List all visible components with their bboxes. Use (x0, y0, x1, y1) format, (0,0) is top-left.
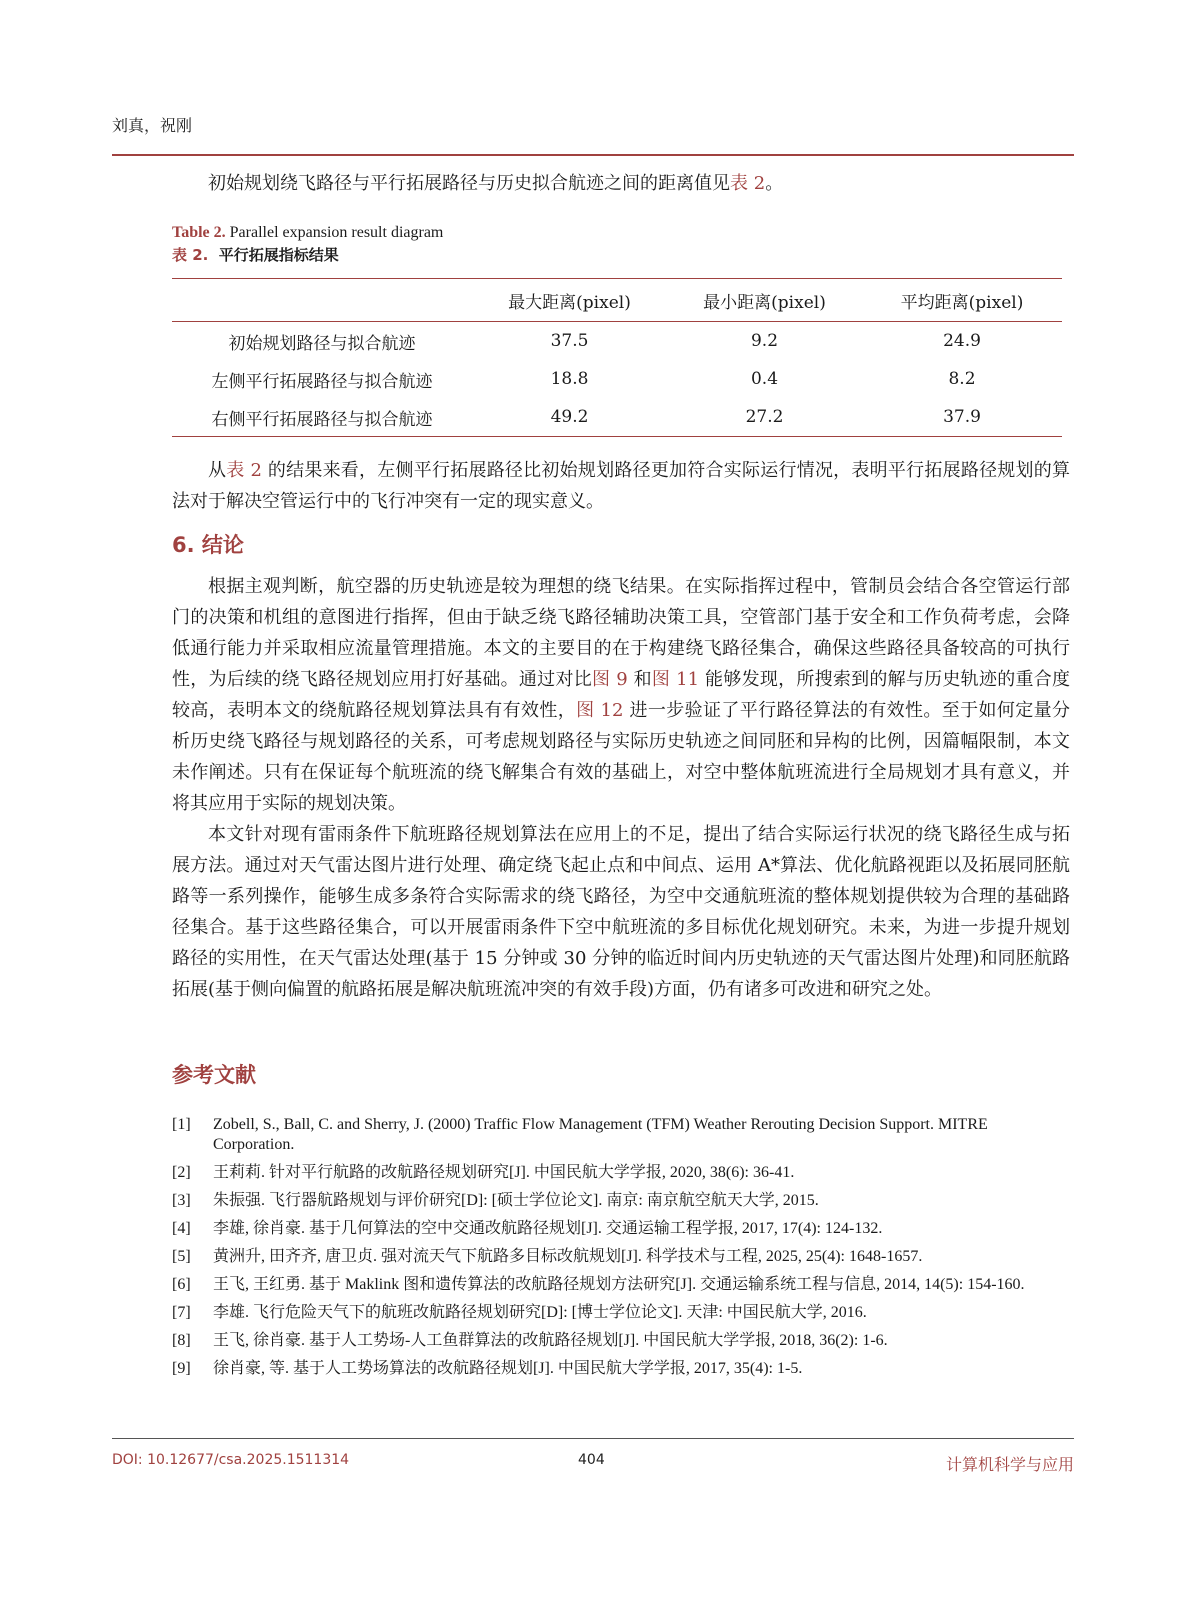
table-cell: 0.4 (750, 369, 779, 389)
reference-item (172, 1115, 1072, 1155)
result-text-rest: 的结果来看，左侧平行拓展路径比初始规划路径更加符合实际运行情况，表明平行拓展路径规划的算法对于解决空管运行中的飞行冲突有一定的现实意义。 (172, 460, 1071, 512)
page-number: 404 (578, 1452, 605, 1468)
result-paragraph (172, 455, 1070, 517)
table-cell: 24.9 (943, 331, 981, 351)
conclusion-heading: 6. 结论 (172, 533, 244, 557)
reference-number: [9] (172, 1360, 191, 1377)
footer-rule (112, 1438, 1074, 1439)
reference-item (172, 1303, 1072, 1323)
reference-text: 徐肖豪, 等. 基于人工势场算法的改航路径规划[J]. 中国民航大学学报, 2017, 35(4): 1-5. (213, 1360, 803, 1377)
conclusion-paragraph-2: 本文针对现有雷雨条件下航班路径规划算法在应用上的不足，提出了结合实际运行状况的绕飞路径生成与拓展方法。通过对天气雷达图片进行处理、确定绕飞起止点和中间点、运用 A*算法、优化航路视距以及拓展同胚航路等一系列操作，能够生成多条符合实际需求的绕飞路径，为空中交通航班流的整体规划提供较为合理的基础路径集合。基于这些路径集合，可以开展雷雨条件下空中航班流的多目标优化规划研究。未来，为进一步提升规划路径的实用性，在天气雷达处理(基于 15 分钟或 30 分钟的临近时间内历史轨迹的天气雷达图片处理)和同胚航路拓展(基于侧向偏置的航路拓展是解决航班流冲突的有效手段)方面，仍有诸多可改进和研究之处。 (172, 824, 1070, 1000)
table-cell: 37.5 (550, 331, 589, 351)
table-header-cell: 最大距离(pixel) (508, 292, 631, 313)
table-cell: 右侧平行拓展路径与拟合航迹 (211, 409, 433, 430)
journal-name: 计算机科学与应用 (945, 1455, 1074, 1474)
conclusion-text: 进一步验证了平行路径算法的有效性。至于如何定量分析历史绕飞路径与规划路径的关系，可考虑规划路径与实际历史轨迹之间同胚和异构的比例，因篇幅限制，本文未作阐述。只有在保证每个航班流的绕飞解集合有效的基础上，对空中整体航班流进行全局规划才具有意义，并将其应用于实际的规划决策。 (172, 700, 1070, 814)
table-cell: 初始规划路径与拟合航迹 (228, 333, 416, 354)
table-header-row (172, 279, 1062, 322)
references-heading: 参考文献 (172, 1063, 256, 1087)
reference-item (172, 1247, 1072, 1267)
intro-text: 初始规划绕飞路径与平行拓展路径与历史拟合航迹之间的距离值见 (208, 173, 730, 194)
reference-text: 朱振强. 飞行器航路规划与评价研究[D]: [硕士学位论文]. 南京: 南京航空航天大学, 2015. (213, 1192, 819, 1209)
reference-number: [8] (172, 1332, 191, 1349)
conclusion-text: 根据主观判断，航空器的历史轨迹是较为理想的绕飞结果。在实际指挥过程中，管制员会结合各空管运行部门的决策和机组的意图进行指挥，但由于缺乏绕飞路径辅助决策工具，空管部门基于安全和工作负荷考虑，会降低通行能力并采取相应流量管理措施。本文的主要目的在于构建绕飞路径集合，确保这些路径具备较高的可执行性，为后续的绕飞路径规划应用打好基础。通过对比 (172, 576, 1070, 690)
figure-12-link[interactable]: 图 12 (576, 700, 624, 721)
reference-item (172, 1359, 1072, 1379)
reference-item (172, 1191, 1072, 1211)
reference-number: [3] (172, 1192, 191, 1209)
figure-11-link[interactable]: 图 11 (651, 669, 700, 690)
reference-text: 王莉莉. 针对平行航路的改航路径规划研究[J]. 中国民航大学学报, 2020, 38(6): 36-41. (213, 1164, 795, 1181)
table-cell: 49.2 (550, 407, 589, 427)
header-rule (112, 154, 1074, 156)
table-caption-cn-text: 平行拓展指标结果 (208, 246, 339, 264)
intro-paragraph (172, 168, 1070, 199)
running-header-authors: 刘真，祝刚 (112, 116, 193, 135)
table-cell: 18.8 (550, 369, 589, 389)
reference-number: [4] (172, 1220, 191, 1237)
intro-text-end: 。 (765, 173, 784, 194)
table-2-link[interactable]: 表 2 (730, 173, 766, 194)
table-row (172, 360, 1062, 398)
conclusion-text: 和 (627, 669, 652, 690)
table-header-cell: 平均距离(pixel) (900, 292, 1024, 313)
result-text: 从 (208, 460, 227, 481)
conclusion-paragraph-1 (172, 571, 1070, 819)
table-cell: 9.2 (750, 331, 779, 351)
reference-item (172, 1219, 1072, 1239)
reference-item (172, 1163, 1072, 1183)
reference-text: 黄洲升, 田齐齐, 唐卫贞. 强对流天气下航路多目标改航规划[J]. 科学技术与工程, 2025, 25(4): 1648-1657. (213, 1248, 923, 1265)
figure-9-link[interactable]: 图 9 (591, 669, 628, 690)
reference-item (172, 1331, 1072, 1351)
table-row (172, 398, 1062, 437)
reference-number: [6] (172, 1276, 191, 1293)
reference-list (172, 1115, 1072, 1387)
reference-item (172, 1275, 1072, 1295)
table-cell: 37.9 (943, 407, 981, 427)
reference-number: [2] (172, 1164, 191, 1181)
table-header-cell: 最小距离(pixel) (703, 292, 826, 313)
result-table (172, 278, 1062, 437)
conclusion-text: 能够发现，所搜索到的解与历史轨迹的重合度较高，表明本文的绕航路径规划算法具有有效性， (172, 669, 1070, 721)
table-caption-en-label: Table 2. (172, 224, 226, 241)
reference-number: [5] (172, 1248, 191, 1265)
table-caption-en-text: Parallel expansion result diagram (225, 224, 444, 241)
reference-text: Zobell, S., Ball, C. and Sherry, J. (2000) Traffic Flow Management (TFM) Weather Rerouting Decision Support. MITRE Corporation. (213, 1116, 988, 1153)
reference-text: 李雄. 飞行危险天气下的航班改航路径规划研究[D]: [博士学位论文]. 天津: 中国民航大学, 2016. (213, 1304, 867, 1321)
table-caption-cn (172, 244, 339, 265)
table-2-link[interactable]: 表 2 (226, 460, 262, 481)
reference-number: [1] (172, 1116, 191, 1133)
doi-link[interactable]: DOI: 10.12677/csa.2025.1511314 (112, 1452, 350, 1468)
table-cell: 27.2 (745, 407, 784, 427)
table-row (172, 322, 1062, 361)
table-header-cell (172, 279, 472, 322)
reference-number: [7] (172, 1304, 191, 1321)
table-cell: 左侧平行拓展路径与拟合航迹 (211, 371, 433, 392)
reference-text: 王飞, 王红勇. 基于 Maklink 图和遗传算法的改航路径规划方法研究[J]. 交通运输系统工程与信息, 2014, 14(5): 154-160. (213, 1276, 1025, 1293)
reference-text: 李雄, 徐肖豪. 基于几何算法的空中交通改航路径规划[J]. 交通运输工程学报, 2017, 17(4): 124-132. (213, 1220, 883, 1237)
table-cell: 8.2 (948, 369, 976, 389)
reference-text: 王飞, 徐肖豪. 基于人工势场-人工鱼群算法的改航路径规划[J]. 中国民航大学学报, 2018, 36(2): 1-6. (213, 1332, 888, 1349)
table-caption-en (172, 224, 443, 242)
table-caption-cn-label: 表 2. (172, 246, 209, 264)
